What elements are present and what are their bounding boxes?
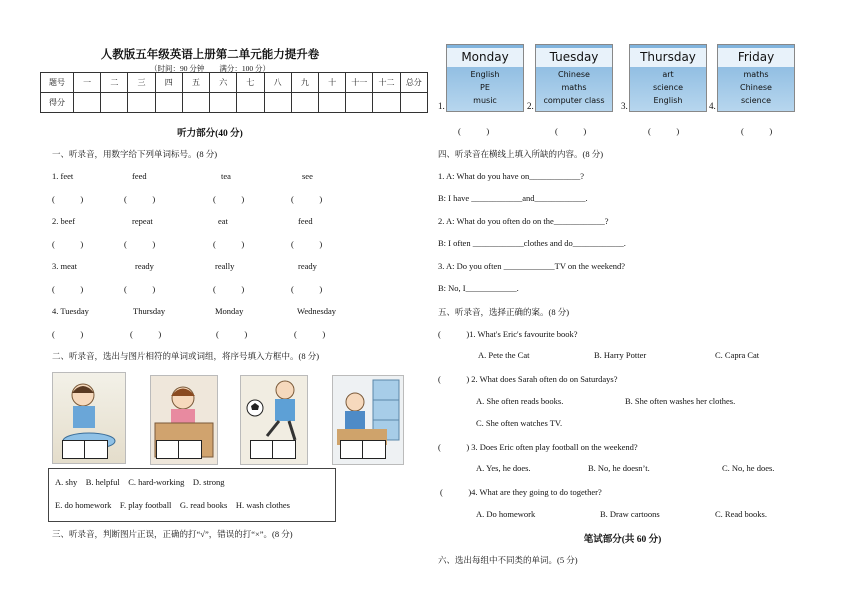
score-cell: 四 xyxy=(155,73,182,93)
score-cell: 题号 xyxy=(41,73,74,93)
answer-paren[interactable]: ( ) xyxy=(291,284,323,294)
score-input-cell[interactable] xyxy=(74,93,101,113)
answer-paren[interactable]: ( ) xyxy=(124,239,156,249)
score-cell: 三 xyxy=(128,73,155,93)
q1-word: ready xyxy=(135,261,154,271)
q5-option: B. Draw cartoons xyxy=(600,509,660,519)
score-input-cell[interactable] xyxy=(291,93,318,113)
card-subject: science xyxy=(740,96,772,105)
q5-option: A. Yes, he does. xyxy=(476,463,531,473)
q1-word: feed xyxy=(132,171,147,181)
answer-box[interactable] xyxy=(362,440,386,459)
answer-paren[interactable]: ( ) xyxy=(52,239,84,249)
card-subject: music xyxy=(473,96,497,105)
card-subject: Chinese xyxy=(558,70,590,79)
q1-word: 3. meat xyxy=(52,261,78,271)
q4-title: 四、听录音在横线上填入所缺的内容。(8 分) xyxy=(438,149,604,159)
q5-option: A. She often reads books. xyxy=(476,396,564,406)
q4-line: B: I often ____________clothes and do____________. xyxy=(438,238,626,248)
answer-paren[interactable]: ( ) xyxy=(741,126,773,136)
score-input-cell[interactable] xyxy=(400,93,427,113)
card-number: 2. xyxy=(527,101,534,111)
card-subject: science xyxy=(652,83,684,92)
q1-word: Wednesday xyxy=(297,306,336,316)
answer-paren[interactable]: ( ) xyxy=(291,194,323,204)
timetable-card-thursday xyxy=(629,44,707,112)
score-cell: 十二 xyxy=(373,73,400,93)
score-cell: 得分 xyxy=(41,93,74,113)
q2-title: 二、听录音，选出与图片相符的单词或词组，将序号填入方框中。(8 分) xyxy=(52,351,320,361)
card-subject: English xyxy=(470,70,500,79)
score-cell: 六 xyxy=(210,73,237,93)
answer-box[interactable] xyxy=(84,440,108,459)
q1-word: see xyxy=(302,171,313,181)
answer-paren[interactable]: ( ) xyxy=(213,239,245,249)
answer-box[interactable] xyxy=(272,440,296,459)
q1-word: 1. feet xyxy=(52,171,74,181)
card-number: 4. xyxy=(709,101,716,111)
q4-line: 2. A: What do you often do on the____________? xyxy=(438,216,609,226)
card-subject: PE xyxy=(480,83,490,92)
answer-paren[interactable]: ( ) xyxy=(216,329,248,339)
card-number: 3. xyxy=(621,101,628,111)
score-input-cell[interactable] xyxy=(318,93,345,113)
timetable-card-tuesday xyxy=(535,44,613,112)
score-cell: 八 xyxy=(264,73,291,93)
card-subject: art xyxy=(662,70,674,79)
q1-word: Thursday xyxy=(133,306,166,316)
answer-paren[interactable]: ( ) xyxy=(213,194,245,204)
q6-title: 六、选出每组中不同类的单词。(5 分) xyxy=(438,555,578,565)
q5-option: A. Pete the Cat xyxy=(478,350,530,360)
answer-box[interactable] xyxy=(62,440,86,459)
score-cell: 五 xyxy=(182,73,209,93)
timetable-card-friday xyxy=(717,44,795,112)
q1-word: 4. Tuesday xyxy=(52,306,89,316)
q1-title: 一、听录音，用数字给下列单词标号。(8 分) xyxy=(52,149,218,159)
score-cell: 九 xyxy=(291,73,318,93)
answer-paren[interactable]: ( ) xyxy=(124,194,156,204)
q1-word: ready xyxy=(298,261,317,271)
card-day: Thursday xyxy=(630,48,706,67)
q5-question: ( ) 3. Does Eric often play football on the weekend? xyxy=(438,442,638,452)
listening-section-title: 听力部分(40 分) xyxy=(177,129,243,139)
answer-paren[interactable]: ( ) xyxy=(124,284,156,294)
score-input-cell[interactable] xyxy=(373,93,400,113)
answer-paren[interactable]: ( ) xyxy=(648,126,680,136)
q1-word: 2. beef xyxy=(52,216,76,226)
answer-box[interactable] xyxy=(250,440,274,459)
card-day: Tuesday xyxy=(536,48,612,67)
score-cell: 一 xyxy=(74,73,101,93)
answer-paren[interactable]: ( ) xyxy=(291,239,323,249)
card-day: Friday xyxy=(718,48,794,67)
card-subject: Chinese xyxy=(740,83,772,92)
card-day: Monday xyxy=(447,48,523,67)
card-number: 1. xyxy=(438,101,445,111)
score-input-cell[interactable] xyxy=(155,93,182,113)
answer-box[interactable] xyxy=(340,440,364,459)
q1-word: feed xyxy=(298,216,313,226)
page-title: 人教版五年级英语上册第二单元能力提升卷 xyxy=(100,49,320,61)
card-subject: English xyxy=(653,96,683,105)
q5-option: B. She often washes her clothes. xyxy=(625,396,736,406)
score-input-cell[interactable] xyxy=(237,93,264,113)
q5-option: C. Capra Cat xyxy=(715,350,760,360)
card-subject: maths xyxy=(743,70,769,79)
q1-word: tea xyxy=(221,171,231,181)
q5-option: A. Do homework xyxy=(476,509,536,519)
score-input-cell[interactable] xyxy=(210,93,237,113)
score-table-score-row xyxy=(41,93,428,113)
q4-line: 1. A: What do you have on____________? xyxy=(438,171,584,181)
q1-word: really xyxy=(215,261,235,271)
answer-paren[interactable]: ( ) xyxy=(213,284,245,294)
q5-question: ( )1. What's Eric's favourite book? xyxy=(438,329,578,339)
score-cell: 二 xyxy=(101,73,128,93)
q5-question: ( )4. What are they going to do together? xyxy=(440,487,602,497)
q5-title: 五、听录音，选择正确的案。(8 分) xyxy=(438,307,570,317)
score-input-cell[interactable] xyxy=(128,93,155,113)
q5-option: B. No, he doesn’t. xyxy=(588,463,650,473)
answer-box[interactable] xyxy=(178,440,202,459)
q5-option: C. Read books. xyxy=(715,509,767,519)
answer-paren[interactable]: ( ) xyxy=(130,329,162,339)
answer-paren[interactable]: ( ) xyxy=(52,329,84,339)
score-cell: 总分 xyxy=(400,73,427,93)
score-input-cell[interactable] xyxy=(101,93,128,113)
q2-options-line: A. shy B. helpful C. hard-working D. strong xyxy=(55,477,225,487)
timetable-card-monday xyxy=(446,44,524,112)
card-subject: computer class xyxy=(543,96,605,105)
answer-paren[interactable]: ( ) xyxy=(52,284,84,294)
written-section-title: 笔试部分(共 60 分) xyxy=(583,535,662,545)
answer-paren[interactable]: ( ) xyxy=(294,329,326,339)
answer-paren[interactable]: ( ) xyxy=(458,126,490,136)
q1-word: repeat xyxy=(132,216,153,226)
q2-options-box xyxy=(48,468,336,522)
q4-line: B: I have ____________and____________. xyxy=(438,193,588,203)
answer-box[interactable] xyxy=(156,440,180,459)
q1-word: Monday xyxy=(215,306,244,316)
q4-line: 3. A: Do you often ____________TV on the weekend? xyxy=(438,261,626,271)
q5-option: C. She often watches TV. xyxy=(476,418,563,428)
q4-line: B: No, I____________. xyxy=(438,283,519,293)
q2-options-line: E. do homework F. play football G. read books H. wash clothes xyxy=(55,500,290,510)
score-table xyxy=(40,72,428,113)
score-cell: 十一 xyxy=(346,73,373,93)
score-cell: 七 xyxy=(237,73,264,93)
score-table-header-row xyxy=(41,73,428,93)
q5-question: ( ) 2. What does Sarah often do on Saturdays? xyxy=(438,374,618,384)
score-cell: 十 xyxy=(318,73,345,93)
q5-option: B. Harry Potter xyxy=(594,350,647,360)
q5-option: C. No, he does. xyxy=(722,463,775,473)
page-subtitle: （时间：90 分钟 满分：100 分） xyxy=(150,64,270,73)
q1-word: eat xyxy=(218,216,228,226)
q3-title: 三、听录音，判断图片正误，正确的打“√”，错误的打“×”。(8 分) xyxy=(52,529,293,539)
score-input-cell[interactable] xyxy=(346,93,373,113)
answer-paren[interactable]: ( ) xyxy=(52,194,84,204)
score-input-cell[interactable] xyxy=(264,93,291,113)
answer-paren[interactable]: ( ) xyxy=(555,126,587,136)
score-input-cell[interactable] xyxy=(182,93,209,113)
card-subject: maths xyxy=(561,83,587,92)
